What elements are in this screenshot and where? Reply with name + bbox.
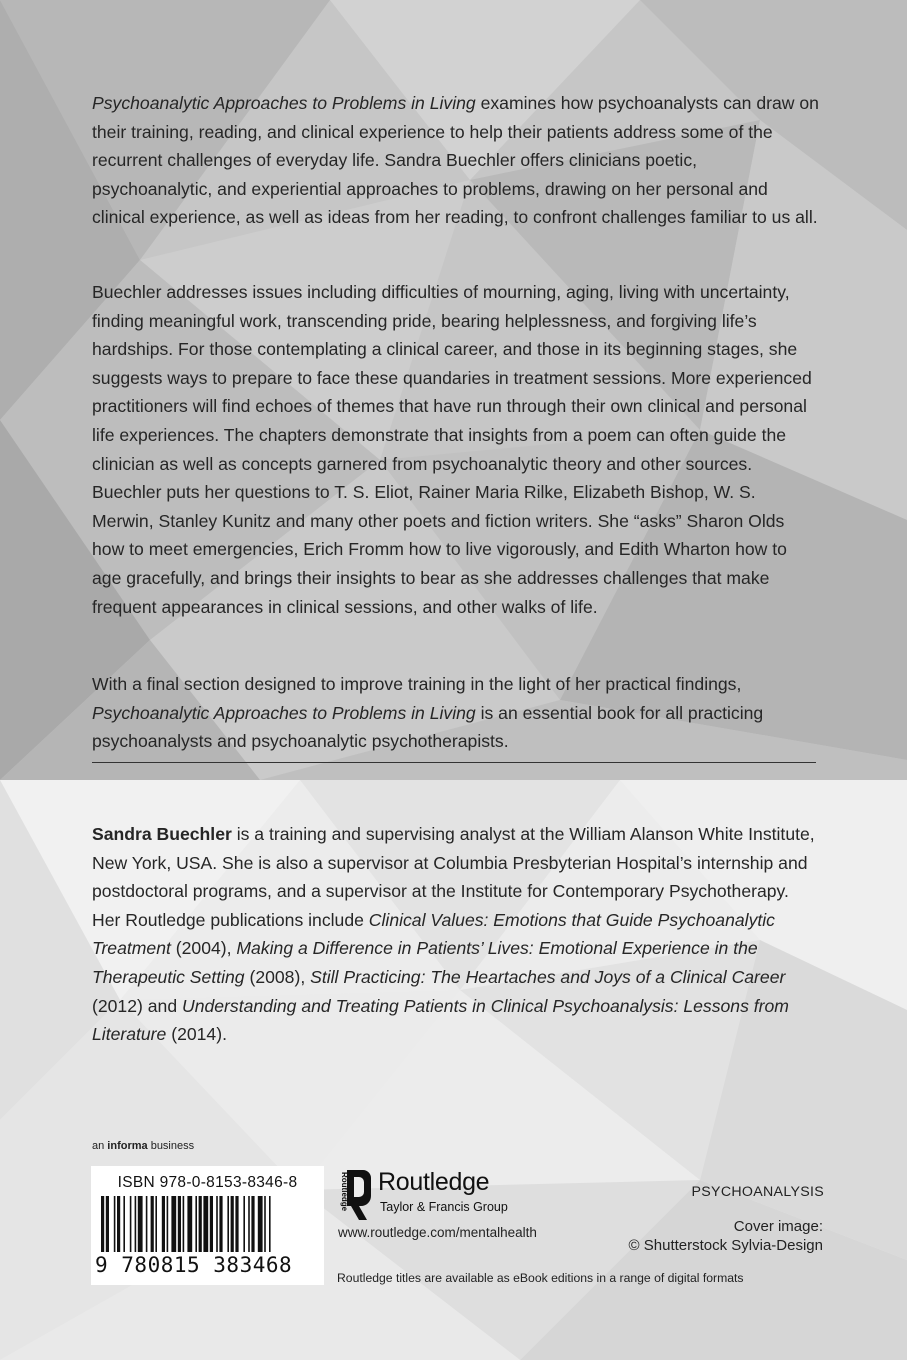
divider <box>92 762 816 763</box>
publication-year: (2004), <box>170 938 237 959</box>
publication-year: (2014). <box>166 1024 227 1045</box>
blurb-text: is an essential book for all practicing psychoanalysts and psychoanalytic psychotherapists. <box>92 702 764 752</box>
publication-year: (2012) and <box>92 995 182 1016</box>
svg-text:Routledge: Routledge <box>340 1172 349 1212</box>
publication-title: Understanding and Treating Patients in Clinical Psychoanalysis: Lessons from Literature <box>92 995 789 1045</box>
informa-suffix: business <box>147 1140 195 1152</box>
routledge-logo-icon <box>333 1168 373 1222</box>
publication-year: (2008), <box>244 966 311 987</box>
cover-image-label: Cover image: <box>733 1218 823 1235</box>
publication-title: Making a Difference in Patients’ Lives: Emotional Experience in the Therapeutic Setting <box>92 938 758 987</box>
book-title: Psychoanalytic Approaches to Problems in Living <box>92 702 476 723</box>
informa-business-label <box>92 1140 194 1152</box>
blurb-paragraph-1 <box>92 89 820 232</box>
publication-title: Clinical Values: Emotions that Guide Psychoanalytic Treatment <box>92 909 775 959</box>
isbn-digits: 9 780815 383468 <box>95 1253 293 1277</box>
isbn-label: ISBN 978-0-8153-8346-8 <box>117 1174 298 1191</box>
cover-image-credit: © Shutterstock Sylvia-Design <box>628 1237 823 1254</box>
subject-category: PSYCHOANALYSIS <box>691 1184 824 1200</box>
blurb-text: With a final section designed to improve training in the light of her practical findings, <box>92 674 742 694</box>
isbn-barcode <box>91 1166 324 1285</box>
publication-title: Still Practicing: The Heartaches and Joys of a Clinical Career <box>310 966 786 987</box>
informa-prefix: an <box>92 1140 108 1152</box>
blurb-paragraph-2: Buechler addresses issues including difficulties of mourning, aging, living with uncertainty, finding meaningful work, transcending pride, bearing helplessness, and forgiving life’s hardships. For those contemplating a clinical career, and those in its beginning stages, she suggests ways to prepare to face these quandaries in treatment sessions. More experienced practitioners will find echoes of themes that have run through their own clinical and personal life experiences. The chapters demonstrate that insights from a poem can often guide the clinician as well as concepts garnered from psychoanalytic theory and other sources. Buechler puts her questions to T. S. Eliot, Rainer Maria Rilke, Elizabeth Bishop, W. S. Merwin, Stanley Kunitz and many other poets and fiction writers. She “asks” Sharon Olds how to meet emergencies, Erich Fromm how to live vigorously, and Edith Wharton how to age gracefully, and brings their insights to bear as she addresses challenges that make frequent appearances in clinical sessions, and other walks of life. <box>92 282 812 617</box>
blurb-text: examines how psychoanalysts can draw on their training, reading, and clinical experience to help their patients address some of the recurrent challenges of everyday life. Sandra Buechler offers clinicians poetic, psychoanalytic, and experiential approaches to problems, drawing on her personal and clinical experience, as well as ideas from her reading, to confront challenges familiar to us all. <box>92 93 819 228</box>
bio-text: is a training and supervising analyst at the William Alanson White Institute, New York, USA. She is also a supervisor at Columbia Presbyterian Hospital’s internship and postdoctoral programs, and a supervisor at the Institute for Contemporary Psychotherapy. Her Routledge publications include <box>92 824 815 930</box>
informa-bold: informa <box>107 1140 148 1152</box>
publisher-name: Routledge <box>378 1168 490 1196</box>
author-bio <box>92 820 822 1049</box>
blurb-paragraph-3 <box>92 670 820 756</box>
ebook-note: Routledge titles are available as eBook editions in a range of digital formats <box>337 1271 744 1285</box>
book-title: Psychoanalytic Approaches to Problems in Living <box>92 93 476 113</box>
publisher-subtitle: Taylor & Francis Group <box>380 1200 508 1214</box>
barcode-icon <box>101 1196 315 1252</box>
publisher-url[interactable]: www.routledge.com/mentalhealth <box>338 1225 537 1240</box>
author-name: Sandra Buechler <box>92 824 232 844</box>
